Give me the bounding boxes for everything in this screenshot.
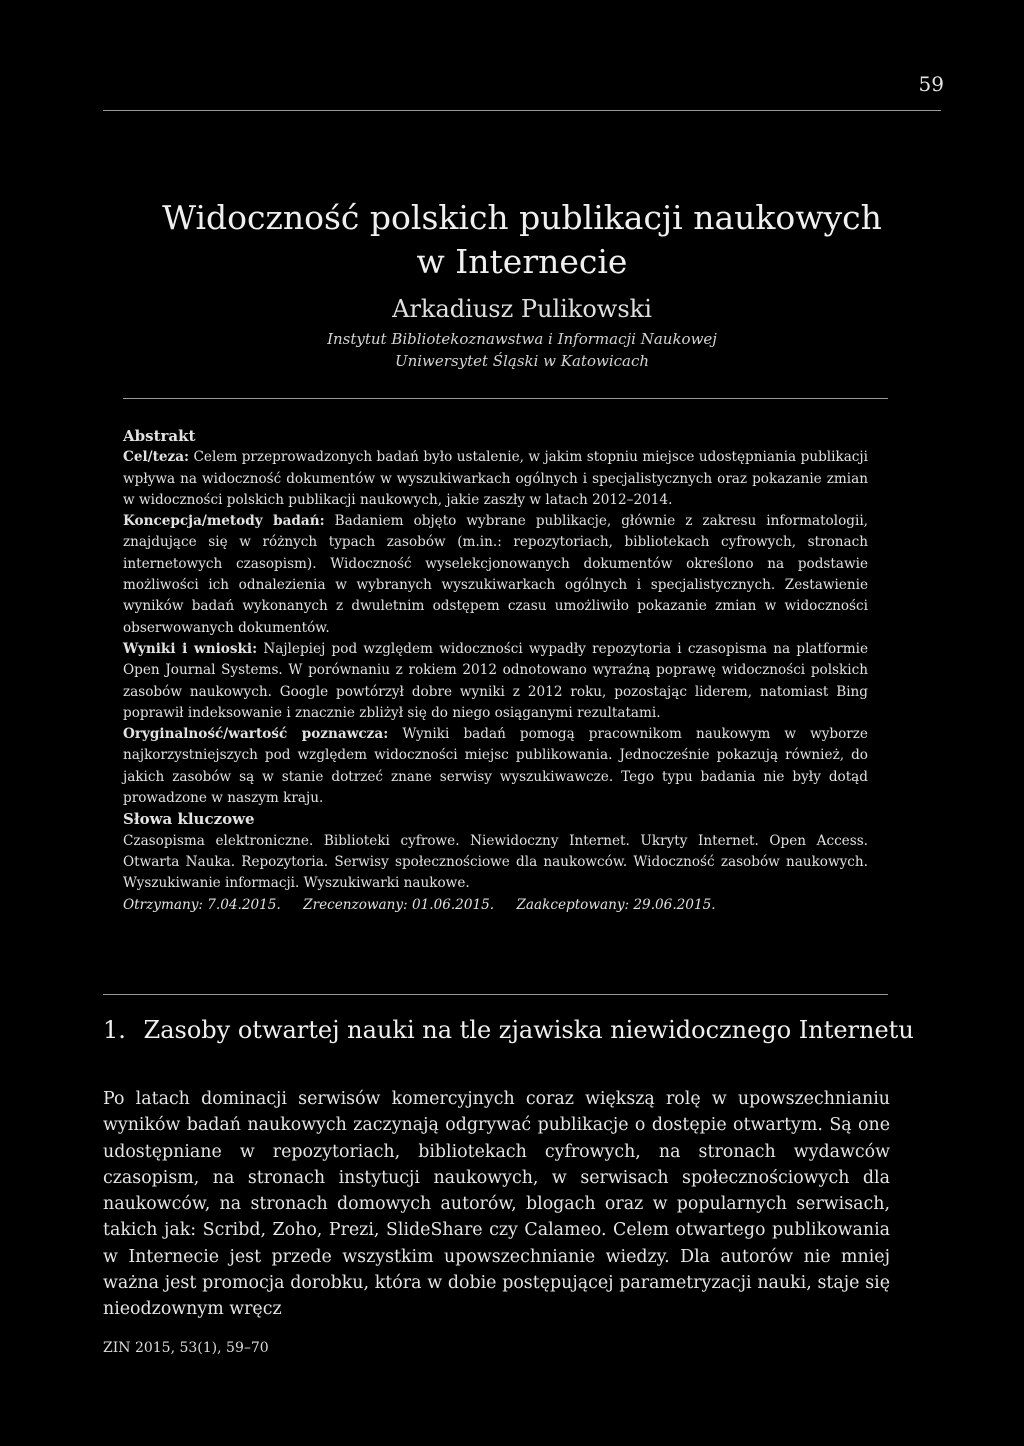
- abstract-heading: Abstrakt: [123, 427, 196, 445]
- koncepcja-label: Koncepcja/metody badań:: [123, 513, 325, 530]
- keywords-heading: Słowa kluczowe: [123, 810, 255, 829]
- affiliation-institute: Instytut Bibliotekoznawstwa i Informacji Naukowej: [327, 330, 717, 348]
- affiliation-university: Uniwersytet Śląski w Katowicach: [394, 352, 650, 370]
- abstract-koncepcja: [123, 511, 868, 639]
- abstract-section: [123, 426, 868, 916]
- cel-text: Celem przeprowadzonych badań było ustalenie, w jakim stopniu miejsce udostępniania publikacji wpływa na widoczność dokumentów w wyszukiwarkach ogólnych i specjalistycznych oraz pokazanie zmian w widoczności polskich publikacji naukowych, jakie zaszły w latach 2012–2014.: [123, 449, 868, 508]
- top-rule: [103, 110, 941, 111]
- koncepcja-text: Badaniem objęto wybrane publikacje, głównie z zakresu informatologii, znajdujące się w różnych typach zasobów (m.in.: repozytoriach, bibliotekach cyfrowych, stronach internetowych czasopism). Widoczność wyselekcjonowanych dokumentów określono na podstawie możliwości ich odnalezienia w wybranych wyszukiwarkach ogólnych i specjalistycznych. Zestawienie wyników badań wykonanych z dwuletnim odstępem czasu umożliwiło pokazanie zmian w widoczności obserwowanych dokumentów.: [123, 513, 868, 636]
- abstract-wyniki: [123, 639, 868, 724]
- date-received: Otrzymany: 7.04.2015.: [123, 896, 281, 913]
- keywords-text: Czasopisma elektroniczne. Biblioteki cyfrowe. Niewidoczny Internet. Ukryty Internet. Open Access. Otwarta Nauka. Repozytoria. Serwisy społecznościowe dla naukowców. Widoczność zasobów naukowych. Wyszukiwanie informacji. Wyszukiwarki naukowe.: [123, 832, 868, 892]
- abstract-top-rule: [123, 398, 888, 399]
- cel-label: Cel/teza:: [123, 449, 190, 466]
- article-dates: [123, 895, 868, 916]
- date-reviewed: Zrecenzowany: 01.06.2015.: [303, 896, 495, 913]
- oryginalnosc-label: Oryginalność/wartość poznawcza:: [123, 726, 389, 743]
- section-body-paragraph: Po latach dominacji serwisów komercyjnych coraz większą rolę w upowszechnianiu wyników badań naukowych zaczynają odgrywać publikacje o dostępie otwartym. Są one udostępniane w repozytoriach, bibliotekach cyfrowych, na stronach wydawców czasopism, na stronach instytucji naukowych, w serwisach społecznościowych dla naukowców, na stronach domowych autorów, blogach oraz w popularnych serwisach, takich jak: Scribd, Zoho, Prezi, SlideShare czy Calameo. Celem otwartego publikowania w Internecie jest przede wszystkim upowszechnianie wiedzy. Dla autorów nie mniej ważna jest promocja dorobku, która w dobie postępującej parametryzacji nauki, staje się nieodzownym wręcz: [103, 1089, 890, 1320]
- wyniki-text: Najlepiej pod względem widoczności wypadły repozytoria i czasopisma na platformie Open Journal Systems. W porównaniu z rokiem 2012 odnotowano wyraźną poprawę widoczności polskich zasobów naukowych. Google powtórzył dobre wyniki z 2012 roku, pozostając liderem, natomiast Bing poprawił indeksowanie i znacznie zbliżył się do niego osiąganymi rezultatami.: [123, 640, 868, 721]
- article-title: [103, 196, 941, 284]
- section-heading: [103, 1012, 941, 1048]
- abstract-cel: [123, 447, 868, 511]
- wyniki-label: Wyniki i wnioski:: [123, 640, 258, 657]
- journal-citation-footer: ZIN 2015, 53(1), 59–70: [103, 1340, 269, 1356]
- abstract-bottom-rule: [103, 994, 888, 995]
- section-title: Zasoby otwartej nauki na tle zjawiska niewidocznego Internetu: [143, 1016, 914, 1044]
- date-accepted: Zaakceptowany: 29.06.2015.: [516, 896, 716, 913]
- page-number: 59: [918, 72, 944, 96]
- author-name: Arkadiusz Pulikowski: [392, 295, 652, 323]
- oryginalnosc-text: Wyniki badań pomogą pracownikom naukowym w wyborze najkorzystniejszych pod względem widoczności miejsc publikowania. Jednocześnie pokazują również, do jakich zasobów są w stanie dotrzeć znane serwisy wyszukiwawcze. Tego typu badania nie były dotąd prowadzone w naszym kraju.: [123, 726, 868, 807]
- title-line-2: w Internecie: [416, 242, 628, 281]
- section-number: 1.: [103, 1016, 126, 1044]
- abstract-oryginalnosc: [123, 724, 868, 809]
- title-line-1: Widoczność polskich publikacji naukowych: [162, 198, 882, 237]
